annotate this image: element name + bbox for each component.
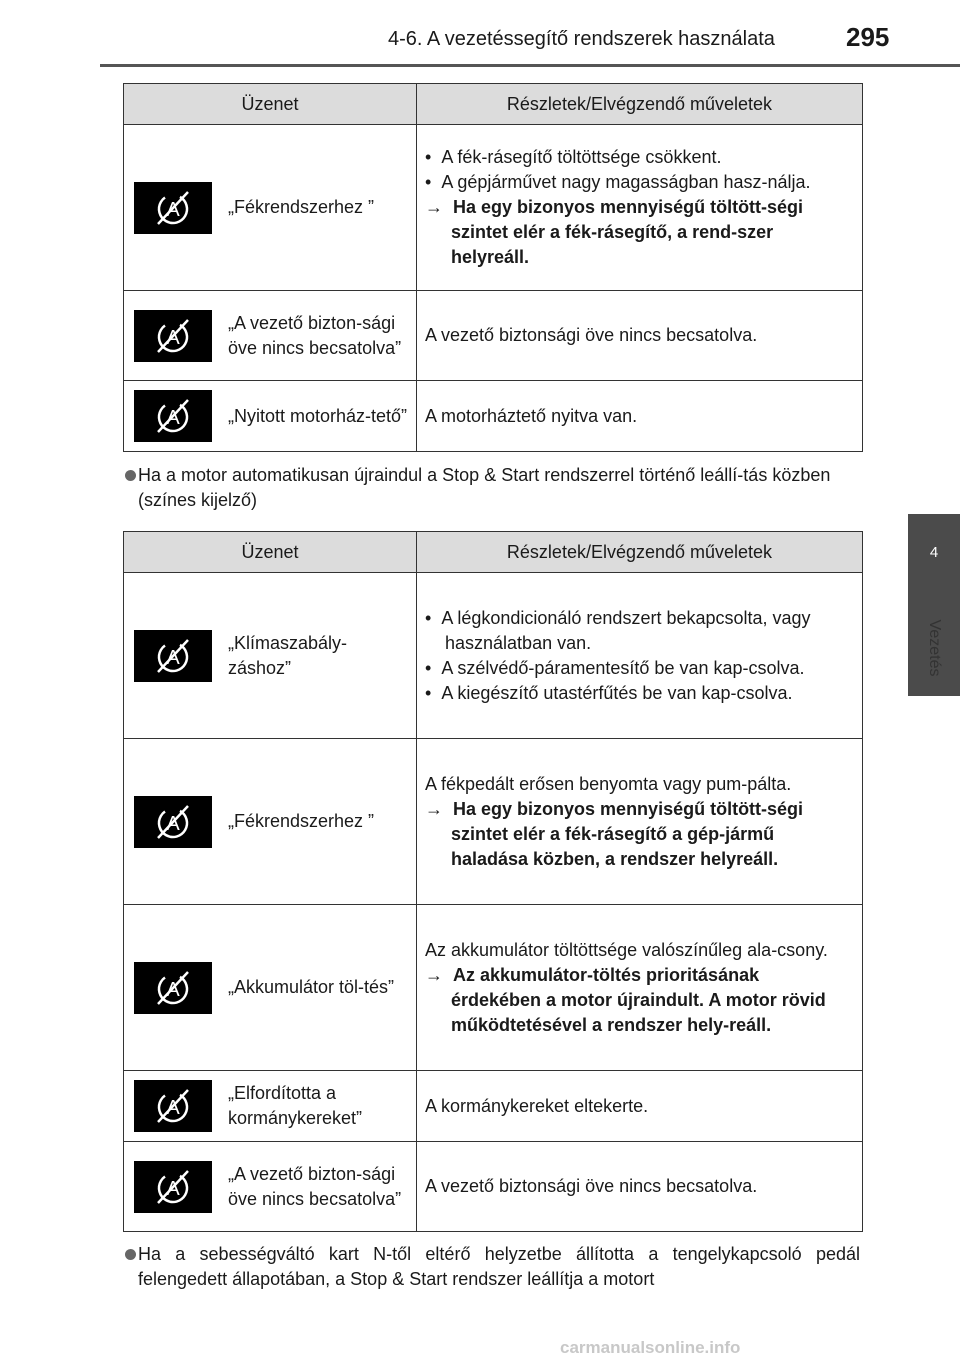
svg-text:A: A (166, 1097, 180, 1119)
paragraph-text: Ha a motor automatikusan újraindul a Stop & Start rendszerrel történő leállí-tás közben (színes kijelző) (138, 465, 831, 510)
stop-start-off-icon (134, 310, 212, 362)
detail-text: A vezető biztonsági öve nincs becsatolva. (417, 291, 863, 381)
header-title: 4-6. A vezetéssegítő rendszerek használata (388, 28, 775, 50)
stop-start-off-glyph (134, 1080, 212, 1132)
svg-text:A: A (166, 978, 180, 1001)
message-table-1 (123, 83, 863, 452)
table-row (124, 1142, 863, 1232)
table-row (124, 381, 863, 452)
chapter-label-box (908, 608, 960, 688)
detail-bullet: • A kiegészítő utastérfűtés be van kap-csolva. (425, 682, 793, 703)
chapter-number: 4 (929, 544, 939, 561)
message-text: „A vezető bizton-sági öve nincs becsatolva” (228, 312, 402, 358)
chapter-label: Vezetés (926, 619, 943, 677)
column-header-message: Üzenet (124, 532, 417, 573)
table-row (124, 573, 863, 739)
svg-text:A: A (166, 812, 180, 835)
table-header-row (124, 84, 863, 125)
stop-start-off-icon (134, 182, 212, 234)
stop-start-off-glyph (134, 962, 212, 1014)
page-number: 295 (846, 22, 890, 52)
detail-text: A fékpedált erősen benyomta vagy pum-pálta. (425, 773, 792, 794)
message-table-2 (123, 531, 863, 1232)
bullet-dot-icon (125, 1249, 136, 1260)
stop-start-off-icon (134, 962, 212, 1014)
table-row (124, 905, 863, 1071)
message-text: „Akkumulátor töl-tés” (228, 977, 395, 997)
stop-start-off-glyph (134, 796, 212, 848)
column-header-details: Részletek/Elvégzendő műveletek (417, 532, 863, 573)
bullet-paragraph (125, 463, 860, 513)
svg-text:A: A (166, 407, 180, 429)
stop-start-off-icon (134, 630, 212, 682)
stop-start-off-glyph (134, 390, 212, 442)
bullet-paragraph (125, 1242, 860, 1292)
detail-text: A motorháztető nyitva van. (417, 381, 863, 452)
detail-bullet: • A fék-rásegítő töltöttsége csökkent. (425, 147, 722, 167)
stop-start-off-glyph (134, 630, 212, 682)
table-header-row (124, 532, 863, 573)
message-text: „Fékrendszerhez ” (228, 811, 375, 831)
detail-bullet: • A szélvédő-páramentesítő be van kap-csolva. (425, 657, 805, 678)
paragraph-text: Ha a sebességváltó kart N-től eltérő helyzetbe állította a tengelykapcsoló pedál felengedett állapotában, a Stop & Start rendszer leállítja a motort (138, 1244, 860, 1289)
message-text: „Nyitott motorház-tető” (228, 405, 408, 426)
column-header-details: Részletek/Elvégzendő műveletek (417, 84, 863, 125)
detail-arrow-note: → Az akkumulátor-töltés prioritásának érdekében a motor újraindult. A motor rövid működtetésével a rendszer hely-reáll. (425, 964, 826, 1035)
stop-start-off-icon (134, 796, 212, 848)
svg-text:A: A (166, 646, 180, 669)
detail-text: A vezető biztonsági öve nincs becsatolva. (417, 1142, 863, 1232)
message-text: „Elfordította a kormánykereket” (228, 1083, 363, 1128)
watermark-footer: carmanualsonline.info (560, 1338, 741, 1357)
table-row (124, 739, 863, 905)
stop-start-off-icon (134, 1080, 212, 1132)
detail-bullet: • A gépjárművet nagy magasságban hasz-nálja. (425, 172, 811, 192)
column-header-message: Üzenet (124, 84, 417, 125)
table-row (124, 291, 863, 381)
message-text: „Fékrendszerhez ” (228, 197, 375, 217)
stop-start-off-icon (134, 390, 212, 442)
header-rule (100, 64, 960, 67)
detail-arrow-note: → Ha egy bizonyos mennyiségű töltött-ségi szintet elér a fék-rásegítő, a rend-szer helyreáll. (425, 197, 804, 267)
detail-arrow-note: → Ha egy bizonyos mennyiségű töltött-ségi szintet elér a fék-rásegítő a gép-jármű haladása közben, a rendszer helyreáll. (425, 798, 804, 869)
svg-text:A: A (166, 326, 180, 349)
message-text: „A vezető bizton-sági öve nincs becsatolva” (228, 1163, 402, 1209)
stop-start-off-glyph (134, 310, 212, 362)
table-row (124, 1071, 863, 1142)
detail-bullet: • A légkondicionáló rendszert bekapcsolta, vagy használatban van. (425, 607, 811, 653)
table-row (124, 125, 863, 291)
detail-text: Az akkumulátor töltöttsége valószínűleg ala-csony. (425, 939, 828, 960)
svg-text:A: A (166, 1177, 180, 1200)
stop-start-off-glyph (134, 182, 212, 234)
message-text: „Klímaszabály-záshoz” (228, 632, 348, 678)
svg-text:A: A (166, 198, 180, 221)
stop-start-off-glyph (134, 1161, 212, 1213)
stop-start-off-icon (134, 1161, 212, 1213)
bullet-dot-icon (125, 470, 136, 481)
detail-text: A kormánykereket eltekerte. (417, 1071, 863, 1142)
